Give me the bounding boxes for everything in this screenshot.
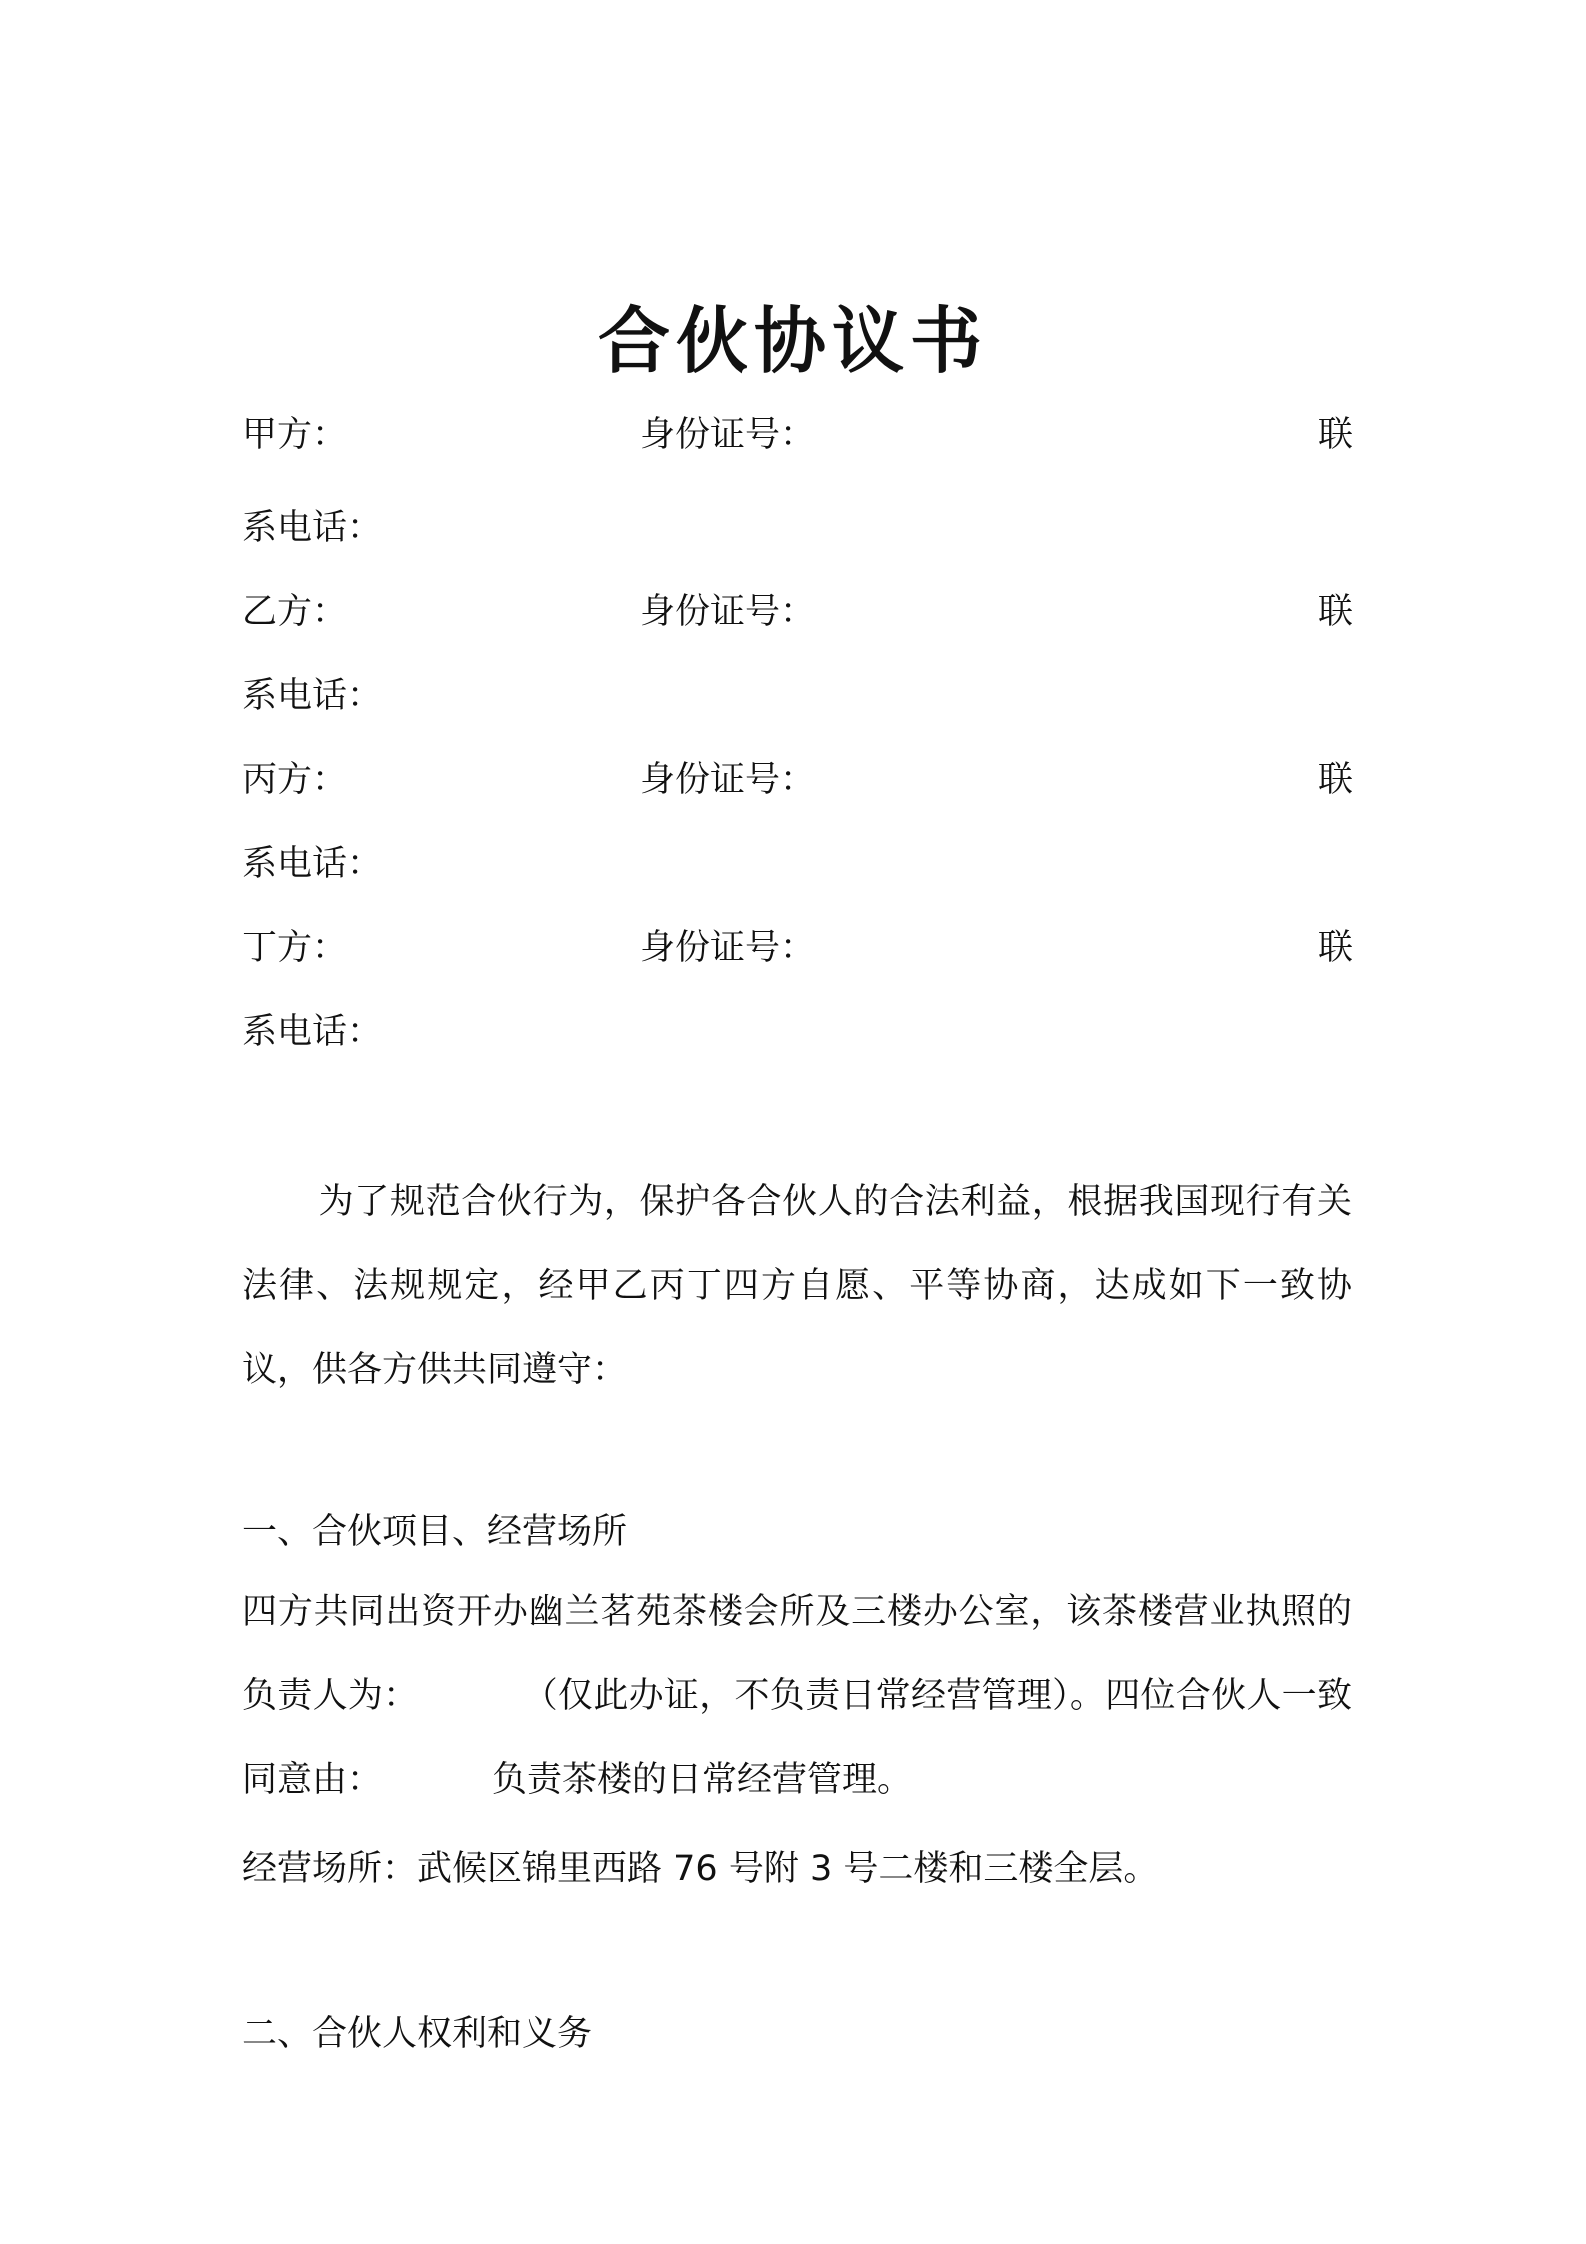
party-d-contact-tail: 系电话：	[242, 1012, 383, 1052]
section-1-body-part1: 四方共同出资开办幽兰茗苑茶楼会所及三楼办公室，该茶楼营业执照的负责人为：	[242, 1592, 1352, 1716]
party-b-contact-head: 联	[1318, 592, 1354, 632]
address-suffix: 号二楼和三楼全层。	[843, 1849, 1159, 1889]
party-b-id-label: 身份证号：	[640, 592, 816, 632]
preamble-paragraph	[242, 1160, 1352, 1412]
party-a-contact-tail: 系电话：	[242, 508, 383, 548]
section-1-title: 一、合伙项目、经营场所	[242, 1512, 628, 1552]
party-a-label: 甲方：	[242, 415, 348, 455]
section-1-body-part3: 负责茶楼的日常经营管理。	[492, 1760, 913, 1800]
address-mid: 号附	[728, 1849, 799, 1889]
address-prefix: 经营场所：武候区锦里西路	[242, 1849, 663, 1889]
party-c-contact-tail: 系电话：	[242, 844, 383, 884]
party-c-id-label: 身份证号：	[640, 760, 816, 800]
document-title: 合伙协议书	[597, 298, 988, 383]
party-a-id-label: 身份证号：	[640, 415, 816, 455]
party-d-label: 丁方：	[242, 928, 348, 968]
address-number-2: 3	[810, 1849, 833, 1889]
party-d-id-label: 身份证号：	[640, 928, 816, 968]
party-d-contact-head: 联	[1318, 928, 1354, 968]
party-b-label: 乙方：	[242, 592, 348, 632]
party-c-label: 丙方：	[242, 760, 348, 800]
section-2-title: 二、合伙人权利和义务	[242, 2014, 593, 2054]
section-1-address	[242, 1845, 1158, 1893]
party-c-contact-head: 联	[1318, 760, 1354, 800]
party-b-contact-tail: 系电话：	[242, 676, 383, 716]
preamble-text: 为了规范合伙行为，保护各合伙人的合法利益，根据我国现行有关法律、法规规定，经甲乙丙丁四方自愿、平等协商，达成如下一致协议，供各方供共同遵守：	[242, 1182, 1352, 1390]
section-1-body-part2: （仅此办证，不负责日常经营管理）。四位合伙人一致同意由：	[242, 1676, 1352, 1800]
party-a-contact-head: 联	[1318, 415, 1354, 455]
address-number-1: 76	[673, 1849, 718, 1889]
section-1-body	[242, 1570, 1352, 1822]
